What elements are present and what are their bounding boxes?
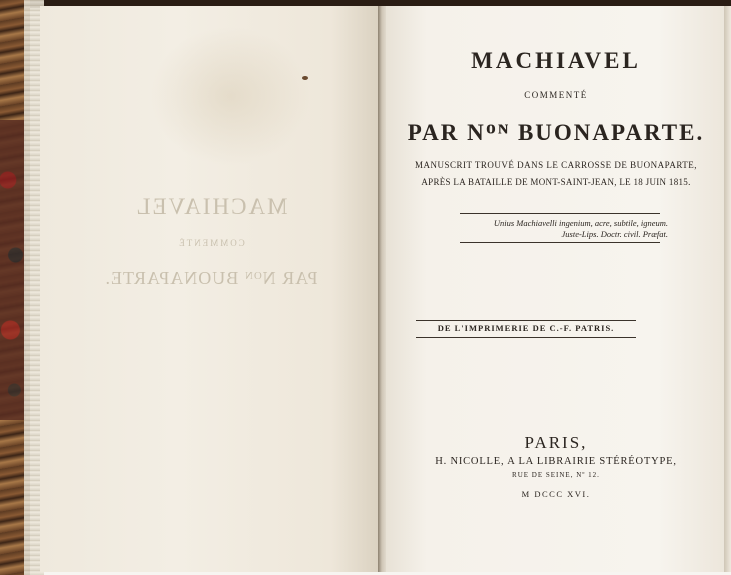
right-page-edge [724,6,731,572]
title-page [386,6,726,572]
printer-bottom-rule [416,337,636,338]
bleed-through-author-line: PAR Nᴼᴺ BUONAPARTE. [104,268,318,288]
foxing-stain [150,26,310,166]
printer-imprint: DE L'IMPRIMERIE DE C.-F. PATRIS. [437,323,615,333]
bleed-through-title: MACHIAVEL [134,194,288,219]
ink-speck [302,76,308,80]
printer-top-rule [416,320,636,321]
epigraph-line-1: Unius Machiavelli ingenium, acre, subtile, igneum. [493,218,668,228]
bleed-through-subtitle: COMMENTÉ [177,238,245,248]
book-subtitle: COMMENTÉ [524,90,588,100]
manuscript-note-line-2: APRÈS LA BATAILLE DE MONT-SAINT-JEAN, LE 18 JUIN 1815. [421,177,691,187]
publication-city: PARIS, [524,433,588,452]
epigraph-line-2: Juste-Lips. Doctr. civil. Præfat. [561,229,668,239]
publisher-address: RUE DE SEINE, Nº 12. [512,471,600,479]
marbled-paper-pattern [0,120,26,420]
epigraph-bottom-rule [460,242,660,243]
author-line: PAR Nᴼᴺ BUONAPARTE. [407,120,705,145]
manuscript-note-line-1: MANUSCRIT TROUVÉ DANS LE CARROSSE DE BUONAPARTE, [414,160,698,170]
publication-year: M DCCC XVI. [521,489,591,499]
publisher-line: H. NICOLLE, A LA LIBRAIRIE STÉRÉOTYPE, [435,456,677,467]
epigraph-top-rule [460,213,660,214]
left-blank-page [40,6,382,572]
book-title: MACHIAVEL [471,48,641,73]
